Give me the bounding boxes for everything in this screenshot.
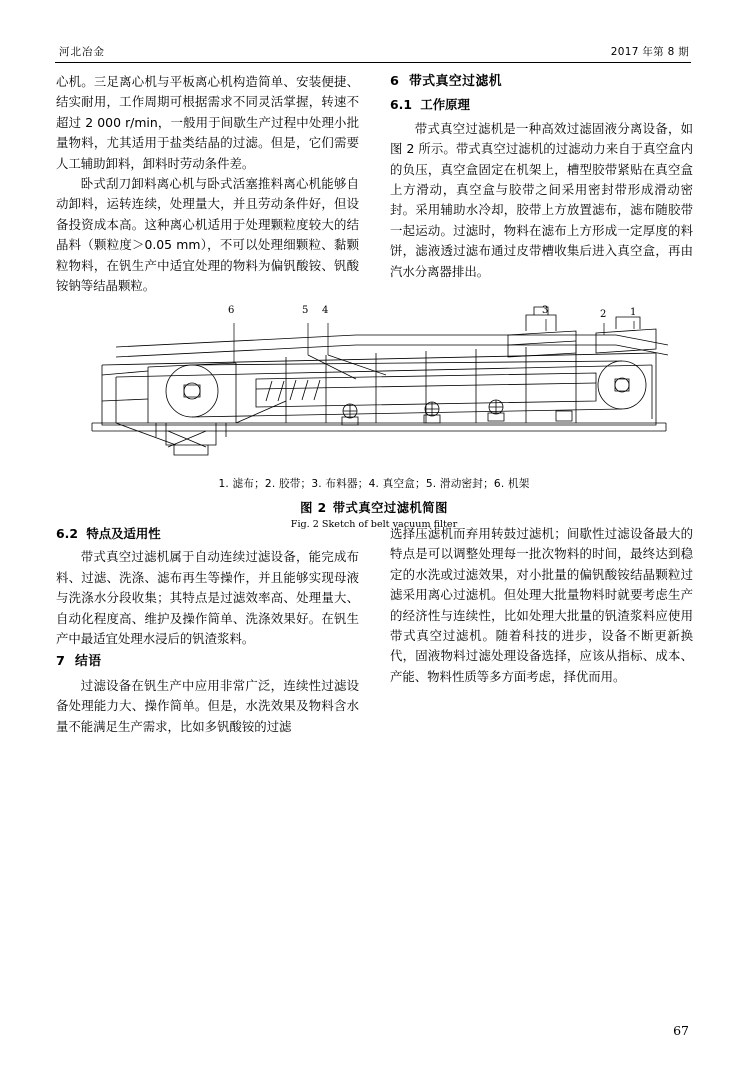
paragraph-right-1: 带式真空过滤机是一种高效过滤固液分离设备，如图 2 所示。带式真空过滤机的过滤动力来自于真空盒内的负压，真空盒固定在机架上，槽型胶带紧贴在真空盒上方滑动，真空盒与胶带之间采用密封带形成滑动密封。采用辅助水冷却，胶带上方放置滤布，滤布随胶带一起运动。过滤时，物料在滤布上方形成一定厚度的料饼，滤液透过滤布通过皮带槽收集后进入真空盒，再由汽水分离器排出。 [390, 120, 693, 279]
paragraph-left-3: 带式真空过滤机属于自动连续过滤设备，能完成布料、过滤、洗涤、滤布再生等操作，并且能够实现母液与洗涤水分段收集；其特点是过滤效率高、处理量大、自动化程度高、维护及操作简单、洗涤效果好。在钒生产中最适宜处理水浸后的钒渣浆料。 [56, 549, 359, 647]
figure-callout-5: 5 [302, 305, 309, 316]
issue-info: 2017 年第 8 期 [610, 46, 689, 58]
figure-parts-legend: 1. 滤布；2. 胶带；3. 布料器；4. 真空盒；5. 滑动密封；6. 机架 [218, 478, 530, 490]
section-6-1-number: 6.1 [390, 97, 412, 113]
section-heading-6-1 [390, 95, 693, 115]
section-heading-7 [56, 652, 359, 672]
figure-2 [56, 305, 692, 530]
section-7-number: 7 [56, 654, 66, 670]
figure-callout-2: 2 [600, 309, 607, 320]
right-column-top [390, 72, 693, 282]
header-divider [55, 62, 691, 63]
paragraph-left-4: 过滤设备在钒生产中应用非常广泛，连续性过滤设备处理能力大、操作简单。但是，水洗效果及物料含水量不能满足生产需求，比如多钒酸铵的过滤 [56, 677, 359, 734]
figure-callout-4: 4 [322, 305, 329, 316]
paragraph-left-2: 卧式刮刀卸料离心机与卧式活塞推料离心机能够自动卸料，运转连续，处理量大，并且劳动条件好，但设备投资成本高。这种离心机适用于处理颗粒度较大的结晶料（颗粒度＞0.05 mm），不可以处理细颗粒、黏颗粒物料，在钒生产中适宜处理的物料为偏钒酸铵、钒酸铵钠等结晶颗粒。 [56, 176, 359, 294]
figure-title-label: 图 2 [300, 501, 327, 515]
section-heading-6 [390, 72, 693, 92]
figure-2-drawing [56, 305, 692, 470]
figure-title [56, 498, 692, 516]
page-header [55, 42, 691, 62]
section-6-1-title: 工作原理 [420, 97, 470, 113]
section-6-2-number: 6.2 [56, 526, 78, 541]
figure-callout-1: 1 [630, 307, 637, 318]
right-column-bottom [390, 524, 693, 687]
belt-vacuum-filter-diagram [56, 305, 692, 470]
left-column-top [56, 72, 359, 296]
page-number: 67 [673, 1023, 689, 1038]
section-6-number: 6 [390, 74, 400, 89]
figure-callout-6: 6 [228, 305, 235, 316]
left-column-bottom [56, 524, 359, 737]
figure-title-english: Fig. 2 Sketch of belt vacuum filter [290, 519, 458, 530]
section-6-title: 带式真空过滤机 [408, 74, 503, 89]
paragraph-left-1: 心机。三足离心机与平板离心机构造简单、安装便捷、结实耐用，工作周期可根据需求不同灵活掌握，转速不超过 2 000 r/min，一般用于间歇生产过程中处理小批量物料，尤其适用于盐类结晶的过滤。但是，它们需要人工辅助卸料，卸料时劳动条件差。 [56, 74, 359, 171]
section-heading-6-2 [56, 524, 359, 544]
figure-callout-3: 3 [542, 305, 549, 316]
section-6-2-title: 特点及适用性 [86, 526, 161, 541]
figure-title-text: 带式真空过滤机简图 [332, 501, 448, 515]
journal-name: 河北冶金 [59, 46, 105, 58]
section-7-title: 结语 [74, 654, 102, 670]
paragraph-right-2: 选择压滤机而弃用转鼓过滤机；间歇性过滤设备最大的特点是可以调整处理每一批次物料的时间，最终达到稳定的水洗或过滤效果，对小批量的偏钒酸铵结晶颗粒过滤采用离心过滤机。但处理大批量物料时就要考虑生产的经济性与连续性，比如处理大批量的钒渣浆料应使用带式真空过滤机。随着科技的进步，设备不断更新换代，固液物料过滤处理设备选择，应该从指标、成本、产能、物料性质等多方面考虑，择优而用。 [390, 526, 693, 684]
